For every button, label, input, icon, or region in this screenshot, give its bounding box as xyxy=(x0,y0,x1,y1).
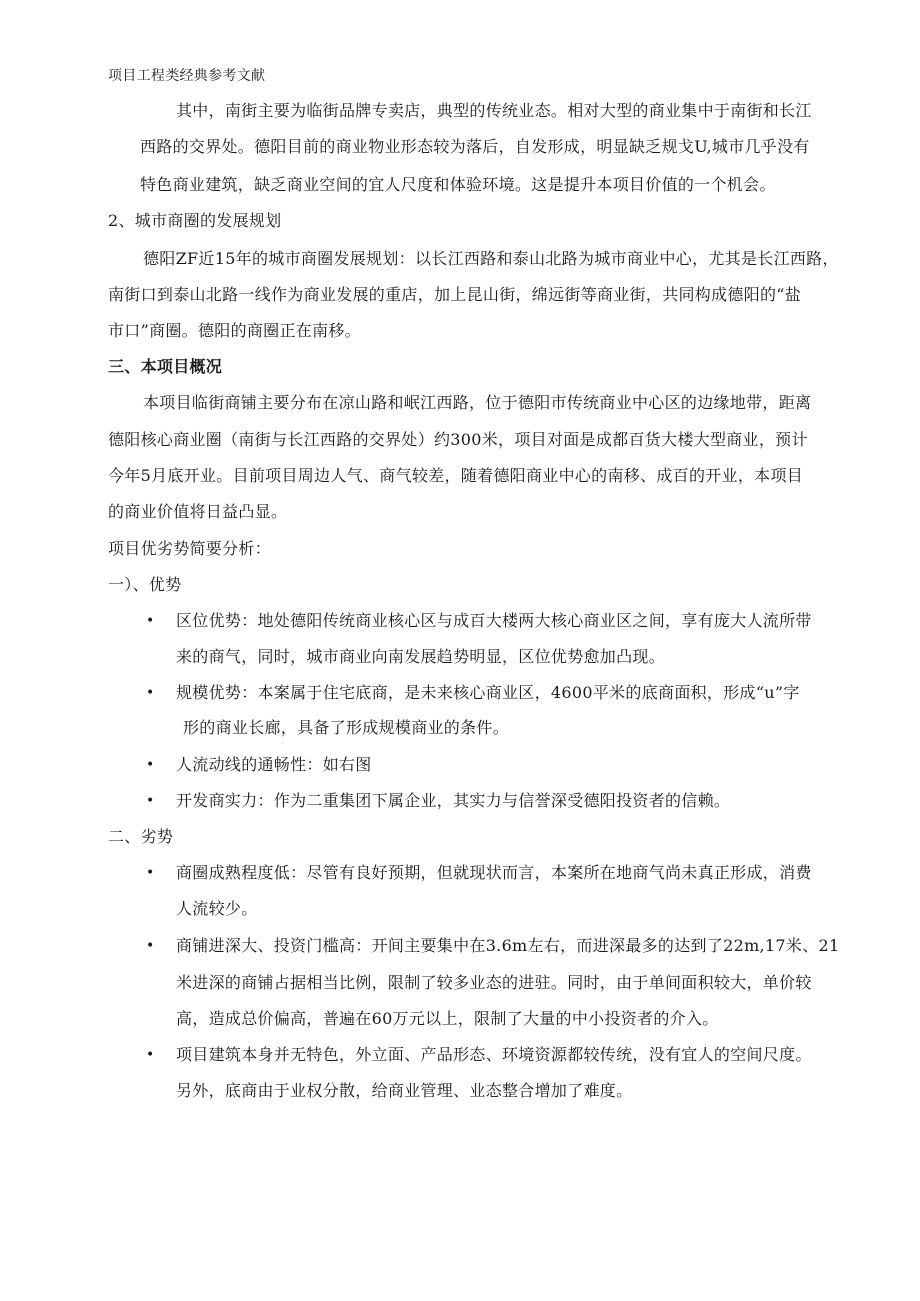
section-heading-3: 三、本项目概况 xyxy=(108,357,223,376)
bullet-icon: • xyxy=(146,757,155,773)
text-line: 来的商气，同时，城市商业向南发展趋势明显，区位优势愈加凸现。 xyxy=(176,647,666,666)
text-line: 开发商实力：作为二重集团下属企业，其实力与信誉深受德阳投资者的信赖。 xyxy=(176,791,731,810)
bullet-icon: • xyxy=(146,1047,155,1063)
text-line: 德阳核心商业圈（南街与长江西路的交界处）约300米，项目对面是成都百货大楼大型商业，预计 xyxy=(108,430,808,449)
bullet-icon: • xyxy=(146,865,155,881)
text-line: 今年5月底开业。目前项目周边人气、商气较差，随着德阳商业中心的南移、成百的开业，本项目 xyxy=(108,466,804,485)
text-line: 本项目临街商铺主要分布在凉山路和岷江西路，位于德阳市传统商业中心区的边缘地带，距离 xyxy=(143,393,812,412)
text-line: 另外，底商由于业权分散，给商业管理、业态整合增加了难度。 xyxy=(176,1081,633,1100)
text-line: 商铺进深大、投资门槛高：开间主要集中在3.6m左右，而进深最多的达到了22m,17米、21 xyxy=(176,936,840,955)
text-line: 其中，南街主要为临街品牌专卖店，典型的传统业态。相对大型的商业集中于南街和长江 xyxy=(176,101,812,120)
disadvantages-title: 二、劣势 xyxy=(108,827,174,846)
text-line: 人流较少。 xyxy=(176,899,258,918)
text-line: 区位优势：地处德阳传统商业核心区与成百大楼两大核心商业区之间，享有庞大人流所带 xyxy=(176,611,812,630)
text-line: 的商业价值将日益凸显。 xyxy=(108,502,288,521)
text-line: 特色商业建筑，缺乏商业空间的宜人尺度和体验环境。这是提升本项目价值的一个机会。 xyxy=(140,175,776,194)
bullet-icon: • xyxy=(146,685,155,701)
advantages-title: 一）、优势 xyxy=(108,575,182,594)
analysis-title: 项目优劣势简要分析： xyxy=(108,539,272,558)
text-line: 米进深的商铺占据相当比例，限制了较多业态的进驻。同时，由于单间面积较大，单价较 xyxy=(176,973,812,992)
page-header: 项目工程类经典参考文献 xyxy=(108,68,266,84)
text-line: 德阳ZF近15年的城市商圈发展规划：以长江西路和泰山北路为城市商业中心，尤其是长江西路， xyxy=(143,249,839,268)
text-line: 形的商业长廊，具备了形成规模商业的条件。 xyxy=(183,718,510,737)
bullet-icon: • xyxy=(146,793,155,809)
bullet-icon: • xyxy=(146,613,155,629)
text-line: 西路的交界处。德阳目前的商业物业形态较为落后，自发形成，明显缺乏规戈U,城市几乎没有 xyxy=(140,137,810,156)
text-line: 项目建筑本身并无特色，外立面、产品形态、环境资源都较传统，没有宜人的空间尺度。 xyxy=(176,1045,812,1064)
text-line: 高，造成总价偏高，普遍在60万元以上，限制了大量的中小投资者的介入。 xyxy=(176,1009,719,1028)
text-line: 市口”商圈。德阳的商圈正在南移。 xyxy=(108,321,361,340)
section-heading-2: 2、城市商圈的发展规划 xyxy=(108,211,282,230)
text-line: 南街口到泰山北路一线作为商业发展的重店，加上昆山街，绵远街等商业街，共同构成德阳的“盐 xyxy=(108,285,802,304)
text-line: 规模优势：本案属于住宅底商，是未来核心商业区，4600平米的底商面积，形成“u”字 xyxy=(176,683,800,702)
bullet-icon: • xyxy=(146,938,155,954)
text-line: 人流动线的通畅性：如右图 xyxy=(176,755,372,774)
text-line: 商圈成熟程度低：尽管有良好预期，但就现状而言，本案所在地商气尚未真正形成，消费 xyxy=(176,863,812,882)
